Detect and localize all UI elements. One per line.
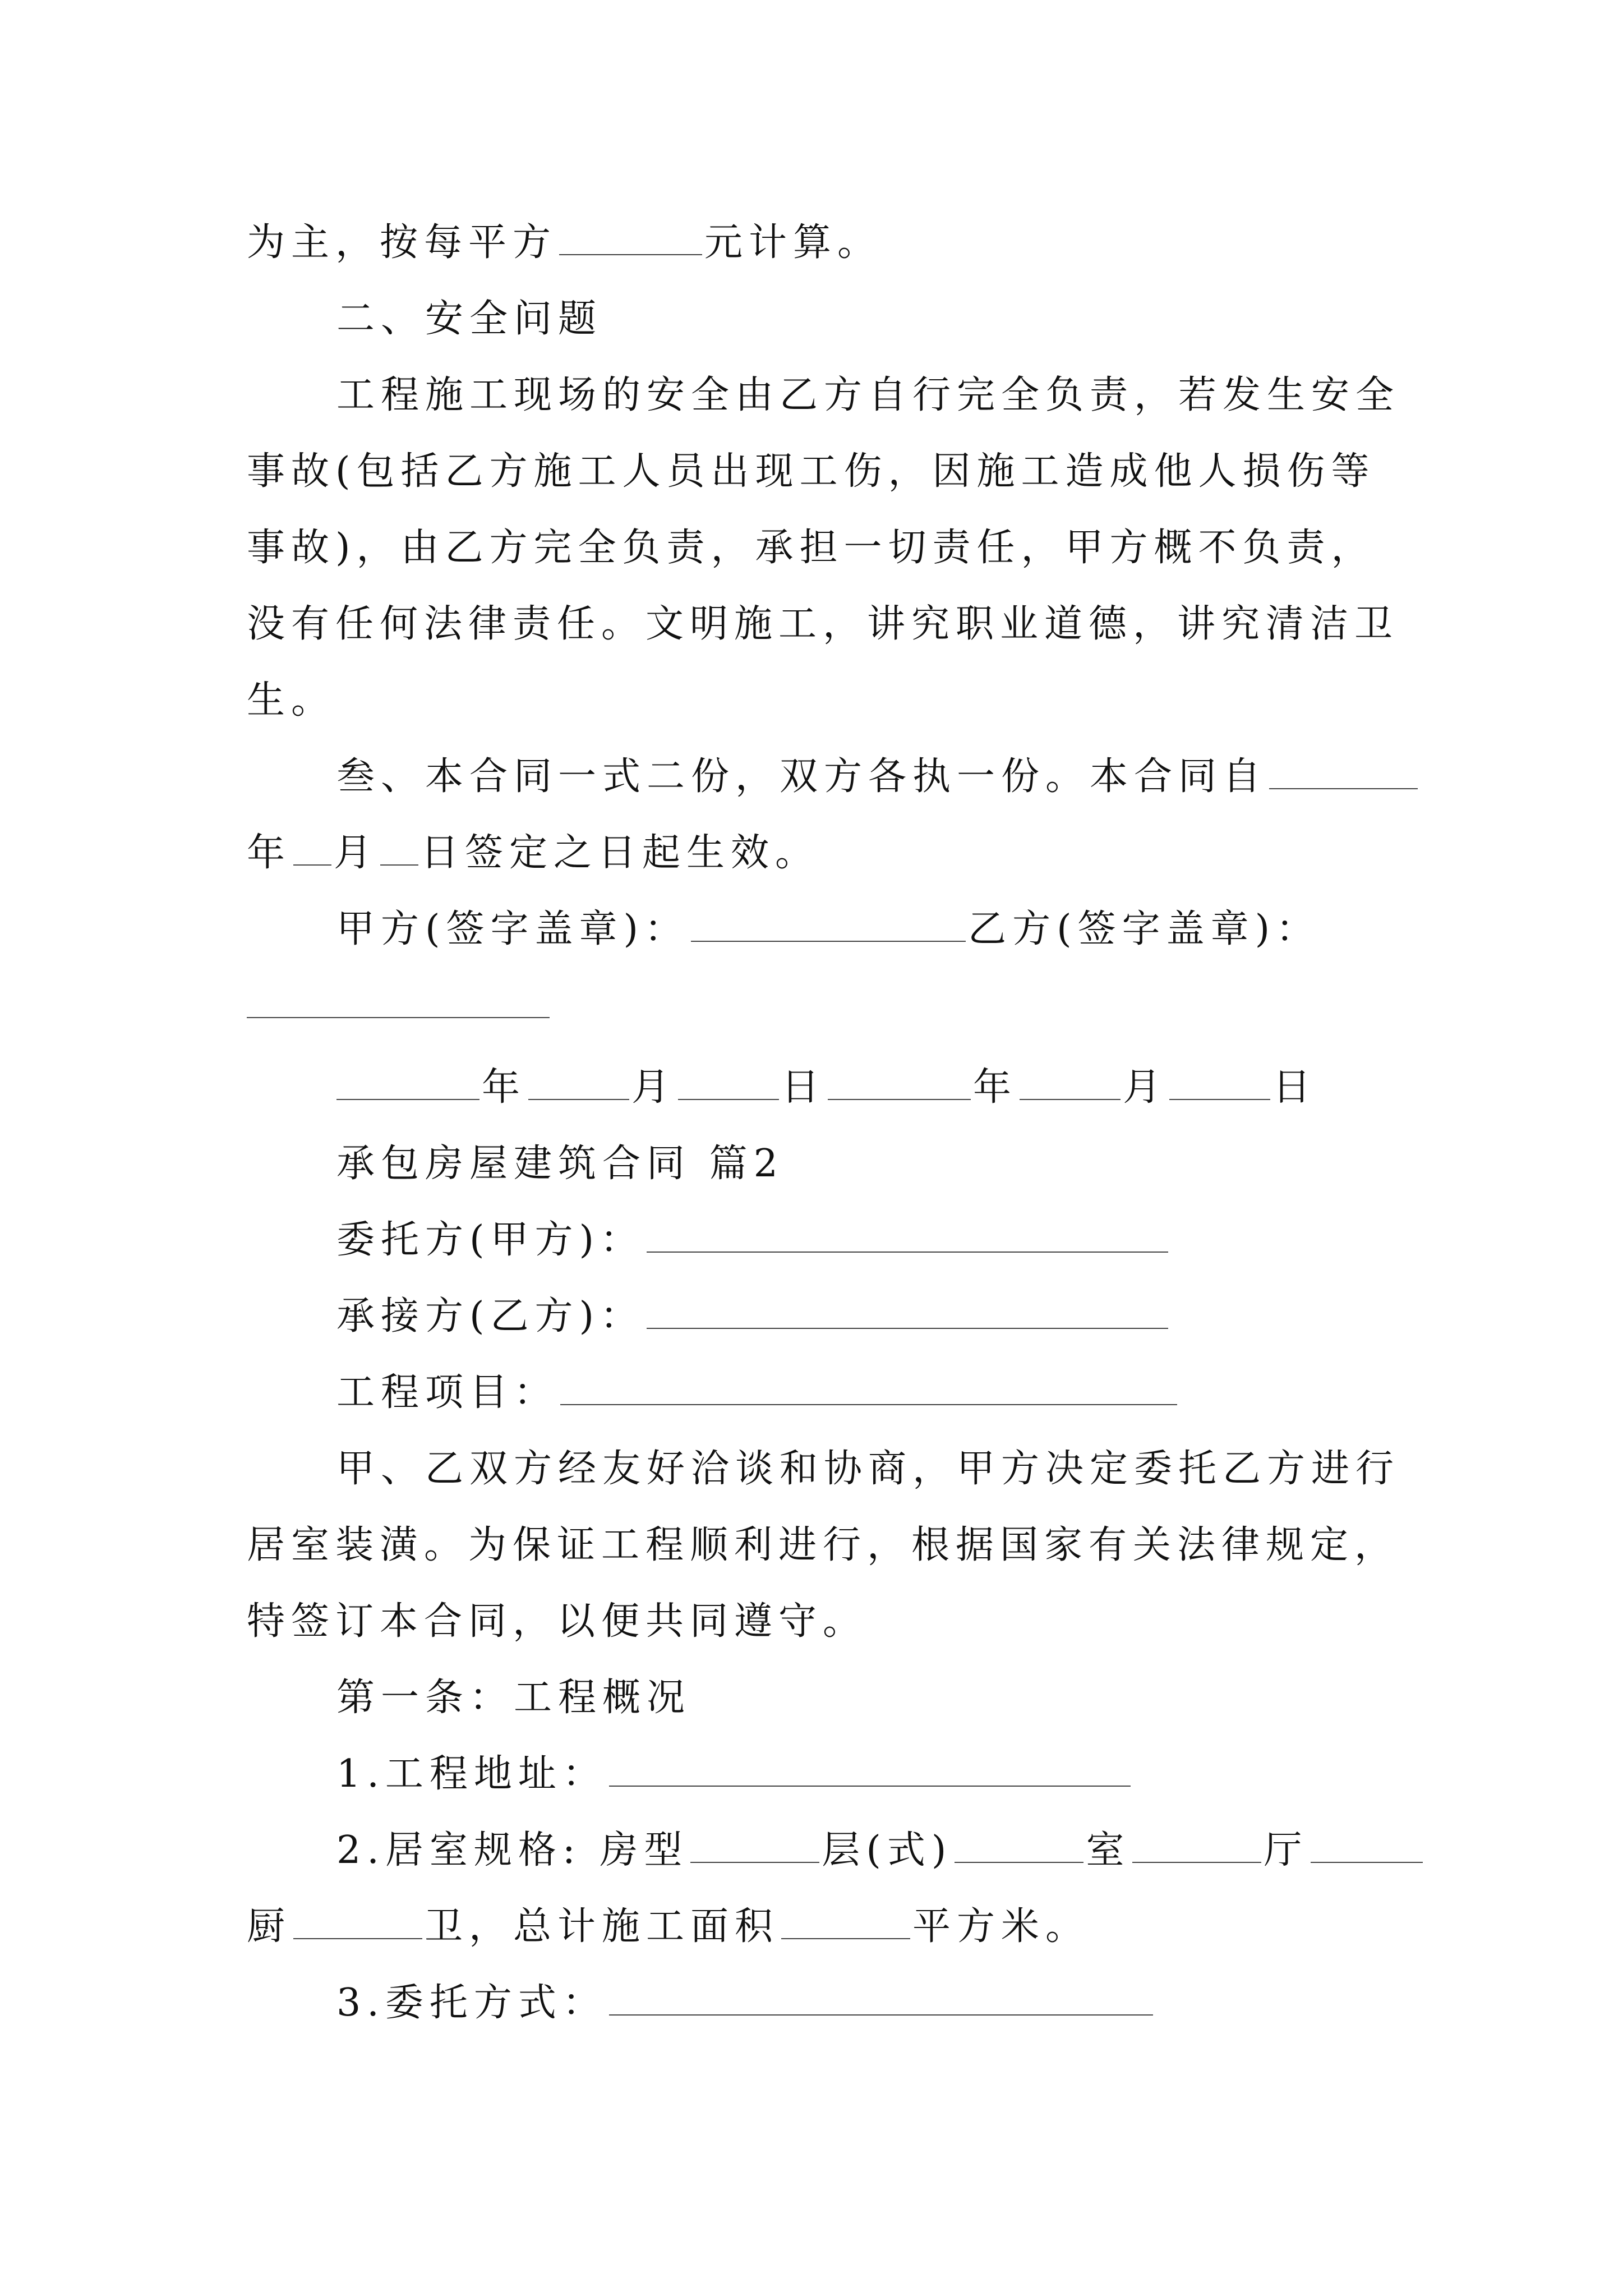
fill-in-blank — [559, 219, 702, 255]
text-line: 叁、本合同一式二份，双方各执一份。本合同自 — [336, 749, 1420, 805]
fill-in-blank — [647, 1217, 1168, 1253]
fill-in-blank — [1020, 1064, 1121, 1100]
fill-in-blank — [293, 1903, 422, 1939]
fill-in-blank — [1169, 1064, 1270, 1100]
fill-in-blank — [1311, 1827, 1423, 1863]
room-spec-field: 2.居室规格: 房型 层(式) 室 厅 — [336, 1823, 1425, 1879]
fill-in-blank — [609, 1980, 1153, 2016]
signature-blank-party-b — [247, 982, 550, 1018]
project-field: 工程项目： — [336, 1365, 1179, 1421]
fill-in-blank — [560, 1369, 1177, 1405]
room-spec-field: 厨 卫，总计施工面积 平方米。 — [247, 1904, 1090, 1949]
fill-in-blank — [1269, 753, 1418, 789]
fill-in-blank — [609, 1751, 1131, 1787]
signature-blank-party-a — [691, 906, 966, 942]
document-title: 承包房屋建筑合同 篇2 — [336, 1142, 784, 1186]
text-line: 特签订本合同，以便共同遵守。 — [247, 1599, 868, 1644]
section-heading: 二、安全问题 — [336, 297, 603, 341]
date-line: 年 月 日 年 月 日 — [336, 1060, 1317, 1116]
text-line: 事故)，由乙方完全负责，承担一切责任，甲方概不负责， — [247, 526, 1376, 570]
fill-in-blank — [336, 1064, 479, 1100]
text-line: 工程施工现场的安全由乙方自行完全负责，若发生安全 — [336, 373, 1400, 417]
fill-in-blank — [293, 830, 331, 866]
project-address-field: 1.工程地址： — [336, 1746, 1133, 1802]
fill-in-blank — [828, 1064, 971, 1100]
fill-in-blank — [380, 830, 418, 866]
fill-in-blank — [678, 1064, 779, 1100]
fill-in-blank — [781, 1903, 910, 1939]
text-line: 事故(包括乙方施工人员出现工伤，因施工造成他人损伤等 — [247, 449, 1376, 494]
fill-in-blank — [1132, 1827, 1261, 1863]
fill-in-blank — [690, 1827, 819, 1863]
signature-line — [247, 978, 552, 1034]
text-line: 没有任何法律责任。文明施工，讲究职业道德，讲究清洁卫 — [247, 602, 1399, 646]
text-line: 甲、乙双方经友好洽谈和协商，甲方决定委托乙方进行 — [336, 1447, 1400, 1491]
fill-in-blank — [955, 1827, 1083, 1863]
text-line: 居室装潢。为保证工程顺利进行，根据国家有关法律规定， — [247, 1523, 1399, 1567]
fill-in-blank — [528, 1064, 629, 1100]
text-line: 生。 — [247, 678, 336, 723]
commission-method-field: 3.委托方式： — [336, 1975, 1155, 2031]
section-heading: 第一条：工程概况 — [336, 1676, 691, 1720]
client-field: 委托方(甲方)： — [336, 1212, 1170, 1268]
text-line: 年 月 日签定之日起生效。 — [247, 831, 820, 875]
contractor-field: 承接方(乙方)： — [336, 1289, 1170, 1345]
text-line: 为主，按每平方 元计算。 — [247, 220, 882, 265]
fill-in-blank — [647, 1293, 1168, 1329]
signature-line: 甲方(签字盖章)： 乙方(签字盖章)： — [336, 907, 1321, 951]
